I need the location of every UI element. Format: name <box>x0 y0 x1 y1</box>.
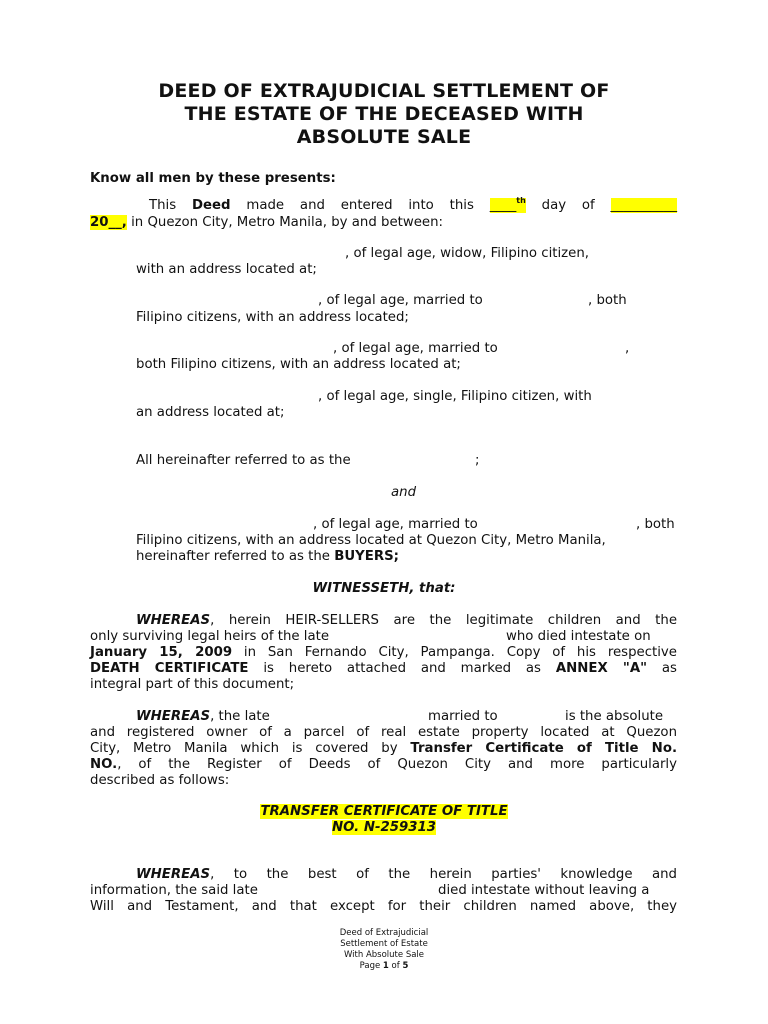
whereas-1-line-2b: who died intestate on <box>506 629 651 644</box>
party-1-line-1: , of legal age, widow, Filipino citizen, <box>345 246 589 261</box>
whereas-1-line-1 <box>136 613 677 629</box>
whereas-3-line-2b: died intestate without leaving a <box>438 883 650 898</box>
whereas-1-text-3: in San Fernando City, Pampanga. Copy of his respective <box>243 645 677 660</box>
opening-deed: Deed <box>191 198 231 213</box>
document-title <box>60 80 708 149</box>
whereas-2-line-3 <box>90 741 677 757</box>
buyers-line-1a: , of legal age, married to <box>313 517 478 532</box>
party-2-line-1b: , both <box>588 293 627 308</box>
whereas-2-line-1c: is the absolute <box>565 709 664 724</box>
buyers-line-3 <box>136 549 399 565</box>
whereas-2-the-late: , the late <box>210 709 270 724</box>
title-line-3: ABSOLUTE SALE <box>296 126 472 148</box>
tct-heading-text-2: NO. N-259313 <box>332 820 436 835</box>
party-3-line-1a: , of legal age, married to <box>333 341 498 356</box>
whereas-1-line-5: integral part of this document; <box>90 677 295 692</box>
party-4-line-2: an address located at; <box>136 405 285 420</box>
whereas-3-line-2a: information, the said late <box>90 883 258 898</box>
party-2-line-2: Filipino citizens, with an address located; <box>136 310 409 325</box>
whereas-2-text-4: , of the Register of Deeds of Quezon City and more particularly <box>117 757 677 772</box>
witnesseth-heading: WITNESSETH, that: <box>312 581 456 596</box>
whereas-3-keyword: WHEREAS <box>136 867 211 882</box>
tct-heading-text-1: TRANSFER CERTIFICATE OF TITLE <box>260 804 508 819</box>
whereas-2-line-2: and registered owner of a parcel of real estate property located at Quezon <box>90 725 677 740</box>
whereas-1-text-4: is hereto attached and marked as <box>263 661 541 676</box>
opening-line-2 <box>90 215 443 231</box>
footer-line-1: Deed of Extrajudicial <box>339 928 429 938</box>
of-word: of <box>391 961 400 971</box>
month-blank: __________ <box>610 198 677 213</box>
party-3-line-2: both Filipino citizens, with an address located at; <box>136 357 461 372</box>
whereas-3-line-3: Will and Testament, and that except for their children named above, they <box>90 899 677 914</box>
tct-heading-line-2 <box>0 820 768 836</box>
opening-this: This <box>149 198 177 213</box>
title-line-2: THE ESTATE OF THE DECEASED WITH <box>184 103 584 125</box>
tct-label: Transfer Certificate of Title No. <box>410 741 678 756</box>
opening-line-1 <box>149 198 677 214</box>
whereas-2-line-1a <box>136 709 270 725</box>
buyers-line-2: Filipino citizens, with an address located at Quezon City, Metro Manila, <box>136 533 606 548</box>
page-footer <box>0 928 768 972</box>
hereinafter-text: All hereinafter referred to as the <box>136 453 351 468</box>
footer-line-2: Settlement of Estate <box>340 939 428 949</box>
party-1-line-2: with an address located at; <box>136 262 317 277</box>
death-date: January 15, 2009 <box>90 645 233 660</box>
opening-made: made and entered into this <box>246 198 474 213</box>
day-blank <box>490 198 526 213</box>
party-2-line-1a: , of legal age, married to <box>318 293 483 308</box>
whereas-1-line-4 <box>90 661 677 677</box>
whereas-3-text-1: , to the best of the herein parties' knowledge and <box>210 867 677 882</box>
whereas-1-keyword: WHEREAS <box>136 613 211 628</box>
death-certificate-label: DEATH CERTIFICATE <box>90 661 249 676</box>
tct-heading-line-1 <box>0 804 768 820</box>
total-pages: 5 <box>402 961 409 971</box>
whereas-2-line-4 <box>90 757 677 773</box>
whereas-1-text-1: , herein HEIR-SELLERS are the legitimate children and the <box>210 613 677 628</box>
buyers-hereinafter: hereinafter referred to as the <box>136 549 330 564</box>
page-word: Page <box>359 961 381 971</box>
footer-line-3: With Absolute Sale <box>343 950 425 960</box>
whereas-2-keyword: WHEREAS <box>136 709 211 724</box>
opening-day-of: day of <box>541 198 595 213</box>
intro-heading: Know all men by these presents: <box>90 171 336 186</box>
day-blank-text: ____ <box>489 198 517 213</box>
tct-number-label: NO. <box>90 757 118 772</box>
buyers-line-1b: , both <box>636 517 675 532</box>
party-3-line-1b: , <box>625 341 630 356</box>
opening-rest: in Quezon City, Metro Manila, by and between: <box>131 215 443 230</box>
whereas-2-line-1b: married to <box>428 709 498 724</box>
buyers-label: BUYERS; <box>334 549 399 564</box>
day-suffix: th <box>516 196 526 205</box>
current-page: 1 <box>382 961 389 971</box>
whereas-3-line-1 <box>136 867 677 883</box>
whereas-1-as: as <box>661 661 677 676</box>
year-blank: 20__, <box>90 215 127 230</box>
whereas-2-text-3: City, Metro Manila which is covered by <box>90 741 398 756</box>
whereas-1-line-3 <box>90 645 677 661</box>
party-4-line-1: , of legal age, single, Filipino citizen, with <box>318 389 592 404</box>
annex-a-label: ANNEX "A" <box>555 661 648 676</box>
hereinafter-end: ; <box>475 453 480 468</box>
whereas-2-line-5: described as follows: <box>90 773 230 788</box>
and-conjunction: and <box>391 485 417 500</box>
title-line-1: DEED OF EXTRAJUDICIAL SETTLEMENT OF <box>158 80 610 102</box>
whereas-1-line-2a: only surviving legal heirs of the late <box>90 629 330 644</box>
page-number <box>0 961 768 972</box>
